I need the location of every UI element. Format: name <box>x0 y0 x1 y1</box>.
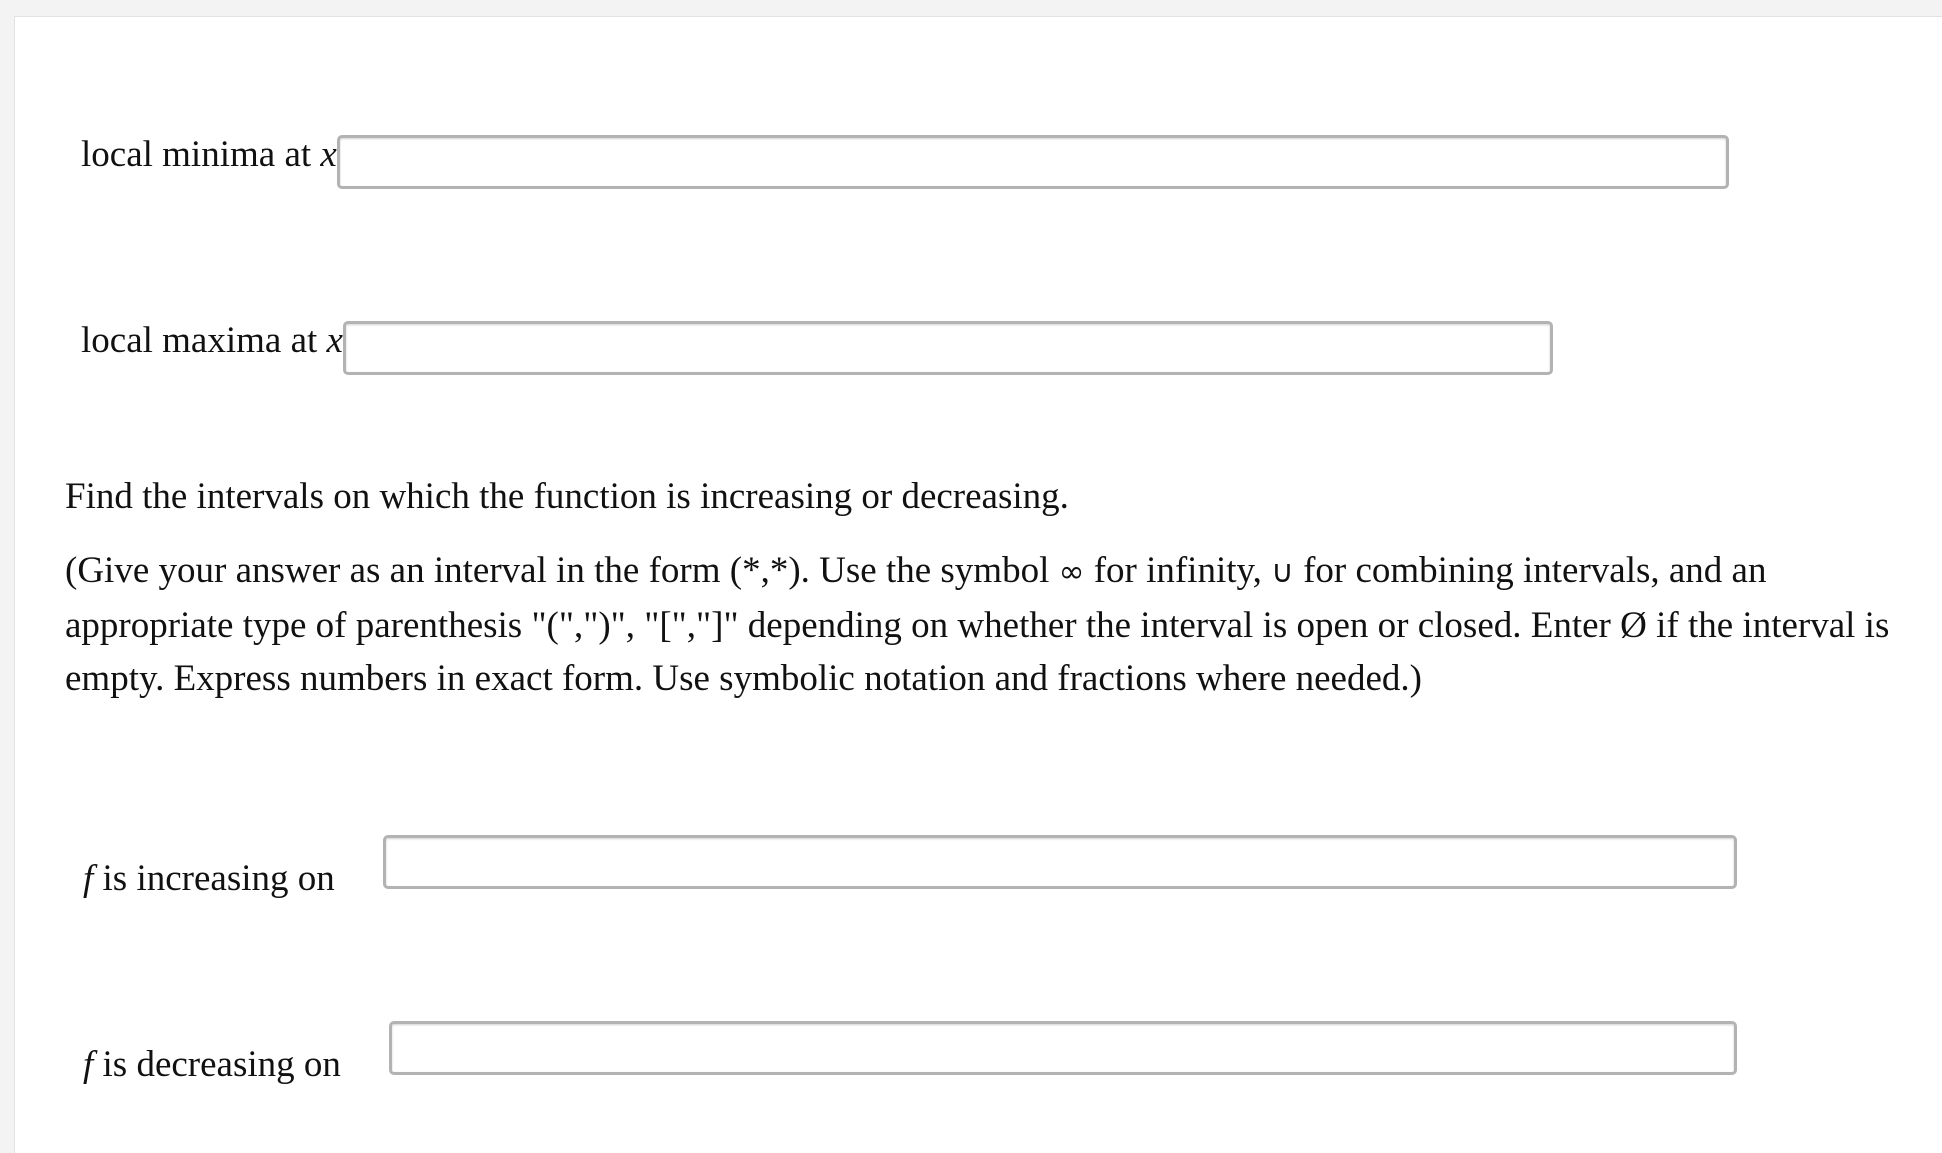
union-symbol: ∪ <box>1271 554 1294 590</box>
local-maxima-text: local maxima at <box>81 320 327 361</box>
increasing-text: is increasing on <box>93 858 335 899</box>
instructions-part1: (Give your answer as an interval in the form (*,*). Use the symbol <box>65 550 1059 591</box>
decreasing-label <box>83 1043 341 1087</box>
local-minima-input[interactable] <box>337 135 1729 189</box>
instructions-detail <box>65 544 1895 705</box>
local-maxima-variable: x <box>326 320 343 361</box>
empty-set-symbol: Ø <box>1620 605 1647 646</box>
decreasing-interval-input[interactable] <box>389 1021 1737 1075</box>
increasing-function-variable: f <box>83 858 94 899</box>
decreasing-function-variable: f <box>83 1044 94 1085</box>
local-minima-variable: x <box>320 134 337 175</box>
instructions-part4: if the interval is empty. Express numbers in exact form. Use symbolic notation and fractions where needed.) <box>65 605 1890 699</box>
increasing-interval-input[interactable] <box>383 835 1737 889</box>
question-panel <box>14 16 1942 1153</box>
local-maxima-input[interactable] <box>343 321 1553 375</box>
instructions-part2: for infinity, <box>1084 550 1272 591</box>
instructions-part3: for combining intervals, and an appropriate type of parenthesis "(",")", "[","]" depending on whether the interval is open or closed. Enter <box>65 550 1767 646</box>
increasing-label <box>83 857 335 901</box>
local-minima-label <box>81 133 367 177</box>
instructions-heading: Find the intervals on which the function is increasing or decreasing. <box>65 476 1069 517</box>
infinity-symbol: ∞ <box>1058 554 1085 590</box>
local-minima-text: local minima at <box>81 134 321 175</box>
local-maxima-label <box>81 319 373 363</box>
decreasing-text: is decreasing on <box>93 1044 341 1085</box>
